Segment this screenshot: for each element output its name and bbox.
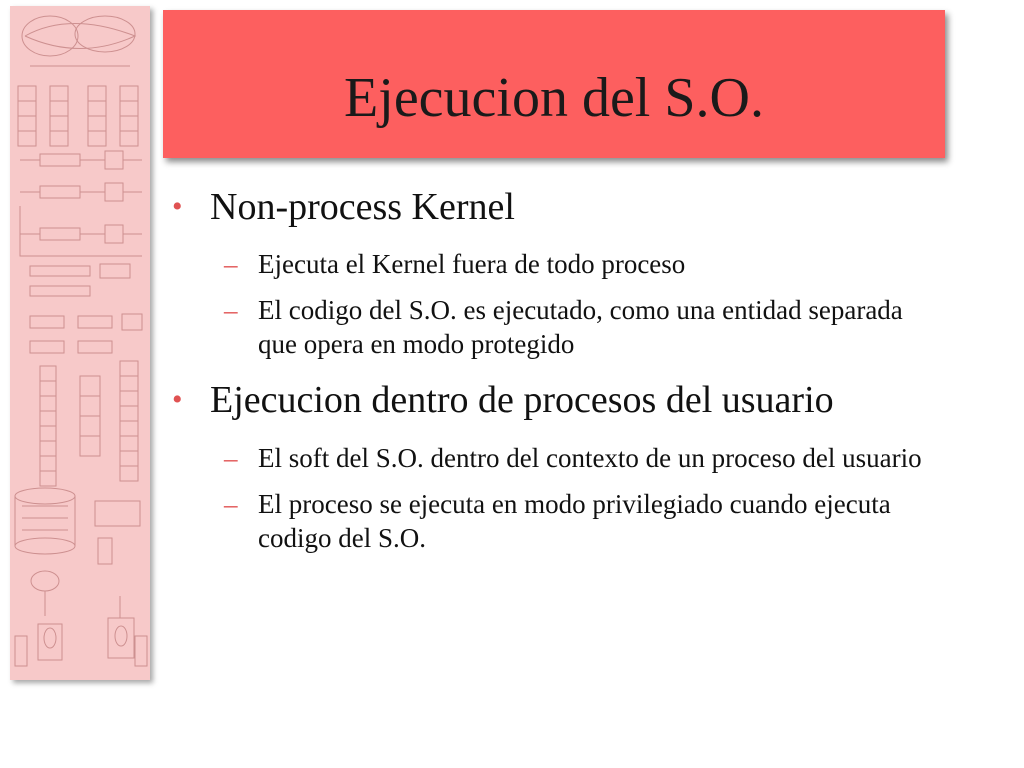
sub-bullet-item	[168, 441, 948, 475]
slide-content	[168, 180, 988, 555]
sub-bullet-text: Ejecuta el Kernel fuera de todo proceso	[258, 249, 686, 279]
sub-bullet-marker: –	[224, 443, 238, 473]
sub-bullet-item	[168, 247, 948, 281]
bullet-text: Ejecucion dentro de procesos del usuario	[210, 379, 834, 421]
sub-bullet-text: El proceso se ejecuta en modo privilegiado cuando ejecuta codigo del S.O.	[258, 489, 891, 553]
slide-title: Ejecucion del S.O.	[344, 67, 764, 129]
bullet-marker: •	[172, 383, 183, 416]
sub-bullet-item	[168, 293, 948, 361]
bullet-text: Non-process Kernel	[210, 186, 515, 228]
sub-bullet-text: El soft del S.O. dentro del contexto de un proceso del usuario	[258, 443, 922, 473]
decorative-diagram-strip	[10, 6, 150, 680]
sub-bullet-marker: –	[224, 489, 238, 519]
bullet-item	[168, 184, 988, 230]
sub-bullet-item	[168, 487, 948, 555]
sub-bullet-text: El codigo del S.O. es ejecutado, como una entidad separada que opera en modo protegido	[258, 295, 903, 359]
sub-bullet-marker: –	[224, 249, 238, 279]
title-banner	[163, 10, 945, 158]
bullet-marker: •	[172, 190, 183, 223]
sub-bullet-marker: –	[224, 295, 238, 325]
bullet-item	[168, 377, 988, 423]
diagram-illustration	[10, 6, 150, 680]
